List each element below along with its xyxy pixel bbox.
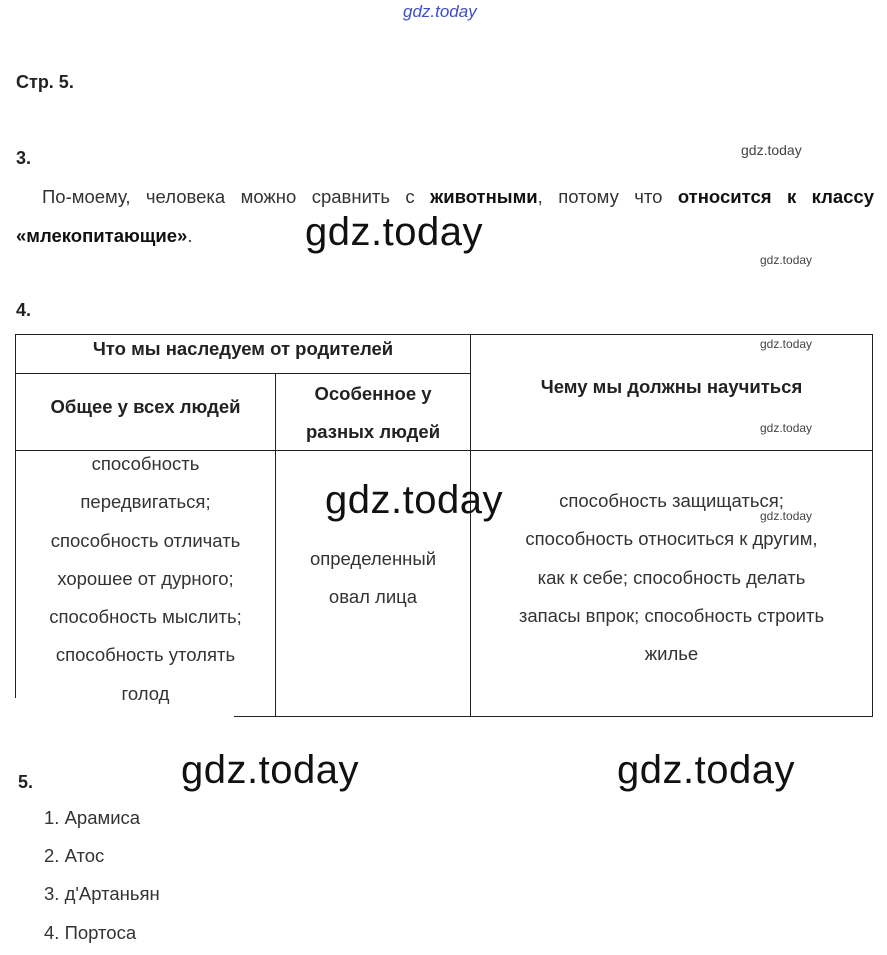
- table-col3-header: Чему мы должны научиться: [540, 376, 803, 397]
- task3-text-before: По-моему, человека можно сравнить с: [42, 186, 431, 207]
- table-col2-header: Особенное у разных людей: [305, 383, 441, 442]
- list-item: 2. Атос: [44, 845, 105, 866]
- cell-line: способность относиться к другим,: [525, 528, 818, 550]
- task5-number: 5.: [18, 772, 34, 792]
- cell-line: определенный: [309, 548, 437, 569]
- table-col1-cell: [16, 445, 275, 713]
- cell-line: способность защищаться;: [559, 490, 784, 511]
- table-col1-header: Общее у всех людей: [50, 396, 241, 417]
- watermark-top: gdz.today: [403, 2, 477, 21]
- table-group-header: Что мы наследуем от родителей: [92, 338, 394, 359]
- cell-line: хорошее от дурного;: [57, 567, 234, 589]
- cell-line: способность утолять: [55, 644, 236, 666]
- cell-line: способность отличать: [50, 529, 241, 551]
- cell-line: жилье: [644, 643, 699, 665]
- cell-line: способность мыслить;: [49, 606, 242, 628]
- task3-bold-class: относится к классу «млекопитающие»: [16, 186, 874, 246]
- task3-text-end: .: [187, 225, 193, 246]
- list-item: 3. д'Артаньян: [44, 883, 160, 904]
- list-item: 1. Арамиса: [44, 807, 141, 828]
- watermark: gdz.today: [760, 421, 813, 435]
- task4-number: 4.: [16, 300, 32, 320]
- task3-bold-animals: животными: [430, 186, 538, 207]
- cell-line: овал лица: [328, 586, 418, 608]
- cell-line: способность: [91, 453, 200, 474]
- task3-number: 3.: [16, 148, 32, 168]
- watermark-large: gdz.today: [181, 748, 359, 792]
- cell-line: запасы впрок; способность строить: [518, 604, 825, 626]
- table-col2-cell: [276, 540, 470, 617]
- cell-line: как к себе; способность делать: [537, 566, 806, 588]
- list-item: 4. Портоса: [44, 922, 137, 943]
- page-label: Стр. 5.: [16, 72, 74, 92]
- watermark-large: gdz.today: [325, 478, 503, 522]
- cell-line: передвигаться;: [80, 491, 211, 513]
- watermark: gdz.today: [760, 253, 813, 267]
- watermark-large: gdz.today: [305, 210, 483, 254]
- watermark-large: gdz.today: [617, 748, 795, 792]
- task3-text-mid: , потому что: [537, 186, 678, 207]
- cell-line: голод: [121, 682, 170, 704]
- watermark: gdz.today: [760, 509, 813, 523]
- watermark: gdz.today: [760, 337, 813, 351]
- watermark: gdz.today: [741, 142, 802, 158]
